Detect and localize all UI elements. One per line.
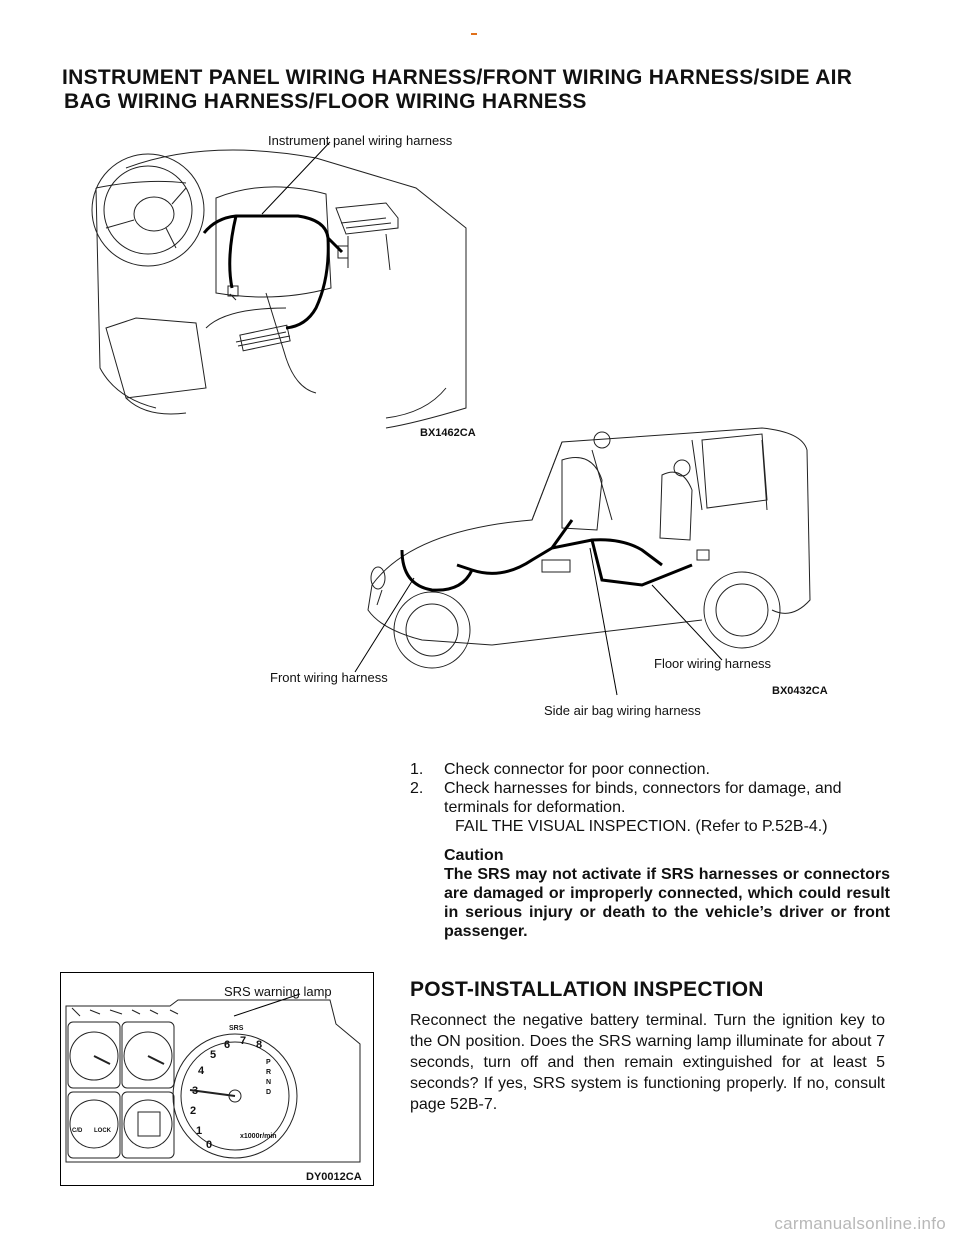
gear-letter: D	[266, 1089, 272, 1096]
tach-number: 2	[190, 1105, 197, 1117]
post-installation-title: POST-INSTALLATION INSPECTION	[410, 978, 764, 1001]
figure-code-vehicle: BX0432CA	[772, 685, 828, 697]
rear-window	[702, 434, 767, 508]
section-heading	[62, 66, 862, 114]
lock-indicator-text: LOCK	[94, 1128, 111, 1134]
figure-instrument-cluster	[60, 972, 374, 1186]
vehicle-illustration	[262, 420, 842, 720]
post-installation-section	[410, 978, 885, 1115]
floor-ecu	[542, 560, 570, 572]
visual-inspection-steps	[410, 760, 890, 941]
tach-number: 8	[256, 1039, 263, 1051]
leader-floor	[652, 585, 722, 660]
leader-front	[355, 578, 414, 672]
post-installation-body: Reconnect the negative battery terminal. Turn the ignition key to the ON position. Does the SRS warning lamp illuminate for about 7 seconds, turn off and then remain extinguished for at least 5 seconds? If yes, SRS system is functioning properly. If no, consult page 52B-7.	[410, 1012, 885, 1113]
leader-side	[590, 548, 617, 695]
gear-letter: R	[266, 1069, 272, 1076]
heading-line-2: BAG WIRING HARNESS/FLOOR WIRING HARNESS	[64, 90, 587, 113]
tach-number: 5	[210, 1049, 217, 1061]
rear-wheel	[704, 572, 780, 648]
heading-line-1: INSTRUMENT PANEL WIRING HARNESS/FRONT WIRING HARNESS/SIDE AIR	[62, 66, 853, 89]
tach-number: 6	[224, 1039, 231, 1051]
label-floor-harness: Floor wiring harness	[654, 656, 772, 671]
step-number: 1.	[410, 761, 424, 778]
label-side-airbag-harness: Side air bag wiring harness	[544, 703, 701, 718]
step-item	[410, 760, 890, 779]
tach-number: 4	[198, 1065, 205, 1077]
front-seat	[562, 458, 602, 531]
tach-number: 1	[196, 1125, 203, 1137]
dash-outline	[126, 150, 466, 428]
dashboard-illustration	[86, 128, 506, 438]
figure-vehicle	[262, 420, 842, 720]
figure-code-dash: BX1462CA	[420, 427, 476, 438]
step-item	[410, 779, 890, 817]
gear-letter: P	[266, 1059, 271, 1066]
tach-number: 3	[192, 1085, 199, 1097]
label-front-harness: Front wiring harness	[270, 670, 388, 685]
gear-letter: N	[266, 1079, 272, 1086]
step-text: Check harnesses for binds, connectors for damage, and terminals for deformation.	[444, 780, 842, 816]
figure-instrument-panel	[86, 128, 506, 438]
srs-indicator-text: SRS	[229, 1025, 244, 1032]
footer-watermark: carmanualsonline.info	[774, 1214, 946, 1233]
body-outline	[372, 428, 810, 613]
step-number: 2.	[410, 780, 424, 797]
instrument-panel-harness-line	[204, 216, 342, 328]
tach-number: 0	[206, 1139, 213, 1151]
step-text: Check connector for poor connection.	[444, 761, 710, 778]
front-wheel	[394, 592, 470, 668]
seat-shape	[106, 318, 206, 398]
steering-wheel	[92, 154, 204, 266]
cd-indicator-text: C/D	[72, 1128, 83, 1134]
harness-lines	[402, 520, 692, 590]
tach-unit: x1000r/min	[240, 1133, 277, 1140]
caution-block	[410, 846, 890, 941]
rear-seat	[660, 472, 692, 540]
label-instrument-panel-harness: Instrument panel wiring harness	[268, 133, 453, 148]
caution-title: Caution	[444, 847, 504, 864]
cluster-illustration	[60, 972, 374, 1186]
tach-number: 7	[240, 1035, 247, 1047]
passenger-airbag-module	[336, 203, 398, 234]
fail-note: FAIL THE VISUAL INSPECTION. (Refer to P.52B-4.)	[455, 818, 828, 835]
figure-frame	[61, 973, 374, 1186]
top-page-mark	[471, 33, 477, 35]
figure-code-cluster: DY0012CA	[306, 1171, 362, 1183]
caution-body: The SRS may not activate if SRS harnesses or connectors are damaged or improperly connected, which could result in serious injury or death to the vehicle’s driver or front passenger.	[444, 866, 890, 940]
label-srs-warning-lamp: SRS warning lamp	[224, 984, 332, 999]
leader-instrument-panel	[262, 142, 330, 214]
